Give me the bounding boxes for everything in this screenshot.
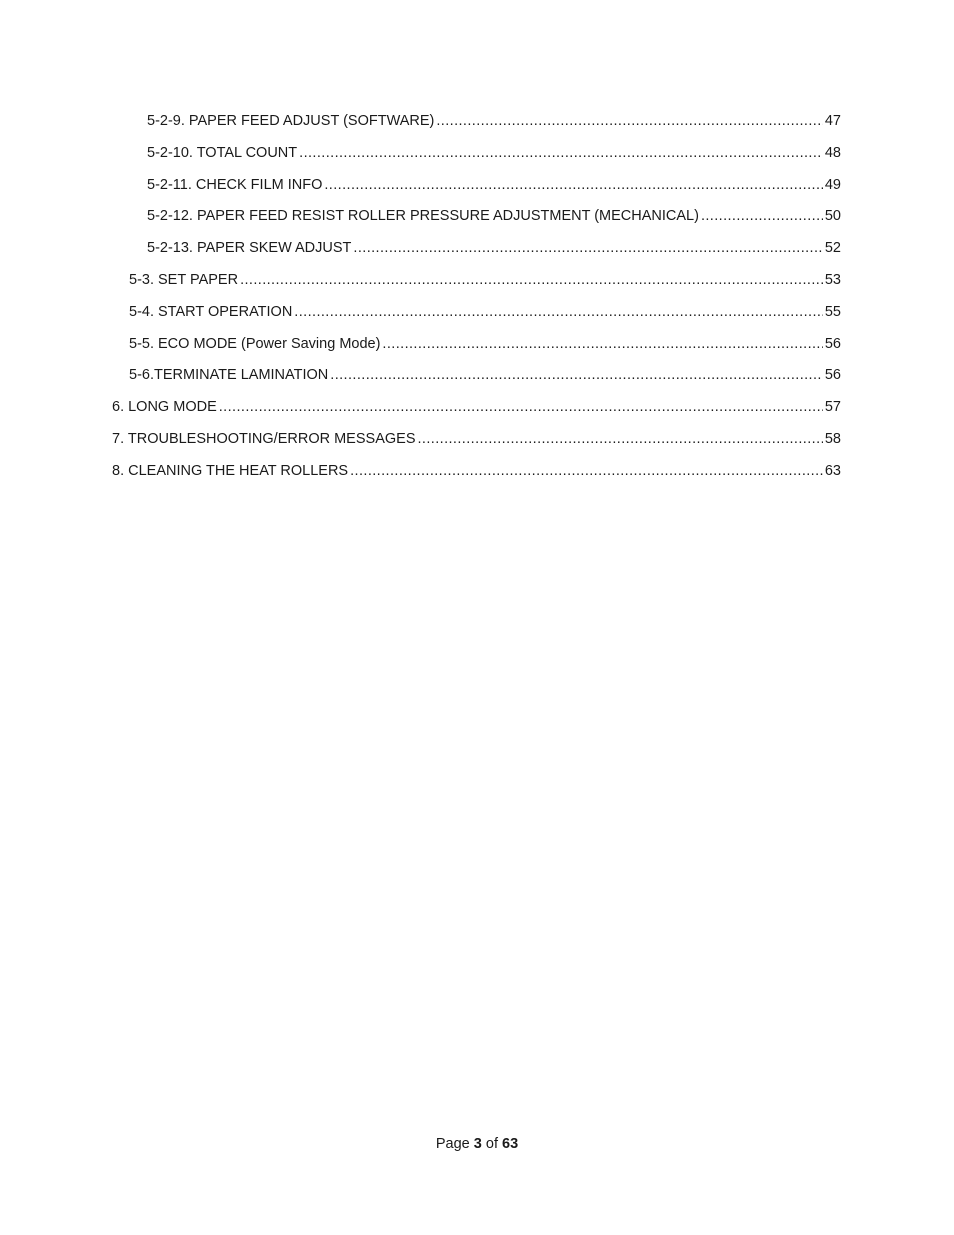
page-label: Page (435, 1136, 470, 1152)
table-of-contents (0, 106, 954, 488)
toc-entry-title[interactable]: 7. TROUBLESHOOTING/ERROR MESSAGES (112, 430, 416, 447)
toc-entry-page[interactable]: 49 (824, 176, 841, 193)
toc-entry-page[interactable]: 56 (824, 335, 841, 352)
toc-entry-page[interactable]: 50 (824, 208, 841, 225)
toc-leader-dots (353, 233, 822, 265)
toc-leader-dots (701, 201, 823, 233)
toc-entry-title[interactable]: 5-2-12. PAPER FEED RESIST ROLLER PRESSURE ADJUSTMENT (MECHANICAL) (147, 208, 699, 225)
toc-entry[interactable] (0, 424, 954, 456)
total-page-count: 63 (502, 1136, 519, 1152)
toc-entry-title[interactable]: 5-4. START OPERATION (129, 303, 293, 320)
toc-entry-page[interactable]: 55 (824, 303, 841, 320)
page-footer (0, 1136, 954, 1152)
toc-entry[interactable] (0, 456, 954, 488)
toc-entry-title[interactable]: 5-2-10. TOTAL COUNT (147, 144, 298, 161)
toc-entry[interactable] (0, 392, 954, 424)
toc-entry-page[interactable]: 56 (824, 367, 841, 384)
toc-entry[interactable] (0, 329, 954, 361)
toc-leader-dots (324, 170, 822, 202)
toc-leader-dots (382, 329, 822, 361)
toc-entry[interactable] (0, 265, 954, 297)
toc-entry[interactable] (0, 201, 954, 233)
toc-entry[interactable] (0, 233, 954, 265)
toc-leader-dots (219, 392, 823, 424)
toc-entry[interactable] (0, 297, 954, 329)
toc-entry-page[interactable]: 58 (824, 430, 841, 447)
toc-entry-page[interactable]: 47 (824, 113, 841, 129)
toc-leader-dots (240, 265, 823, 297)
toc-leader-dots (418, 424, 823, 456)
toc-leader-dots (350, 456, 823, 488)
toc-leader-dots (294, 297, 823, 329)
toc-entry-title[interactable]: 5-2-13. PAPER SKEW ADJUST (147, 240, 352, 257)
toc-entry-title[interactable]: 6. LONG MODE (112, 399, 217, 416)
toc-entry-page[interactable]: 48 (824, 144, 841, 161)
toc-entry-page[interactable]: 53 (824, 271, 841, 288)
toc-leader-dots (436, 106, 823, 138)
of-label: of (485, 1136, 498, 1152)
toc-entry[interactable] (0, 138, 954, 170)
toc-entry[interactable] (0, 106, 954, 138)
toc-entry-title[interactable]: 8. CLEANING THE HEAT ROLLERS (112, 462, 349, 479)
toc-entry-title[interactable]: 5-3. SET PAPER (129, 271, 239, 288)
toc-entry[interactable] (0, 170, 954, 202)
toc-entry-title[interactable]: 5-2-11. CHECK FILM INFO (147, 176, 323, 193)
toc-entry-title[interactable]: 5-2-9. PAPER FEED ADJUST (SOFTWARE) (147, 113, 435, 129)
toc-leader-dots (330, 360, 823, 392)
toc-entry-page[interactable]: 52 (824, 240, 841, 257)
current-page-number: 3 (473, 1136, 482, 1152)
toc-entry-title[interactable]: 5-6.TERMINATE LAMINATION (129, 367, 329, 384)
toc-leader-dots (299, 138, 823, 170)
toc-entry-page[interactable]: 63 (824, 462, 841, 479)
toc-entry[interactable] (0, 360, 954, 392)
toc-entry-title[interactable]: 5-5. ECO MODE (Power Saving Mode) (129, 335, 381, 352)
toc-entry-page[interactable]: 57 (824, 399, 841, 416)
